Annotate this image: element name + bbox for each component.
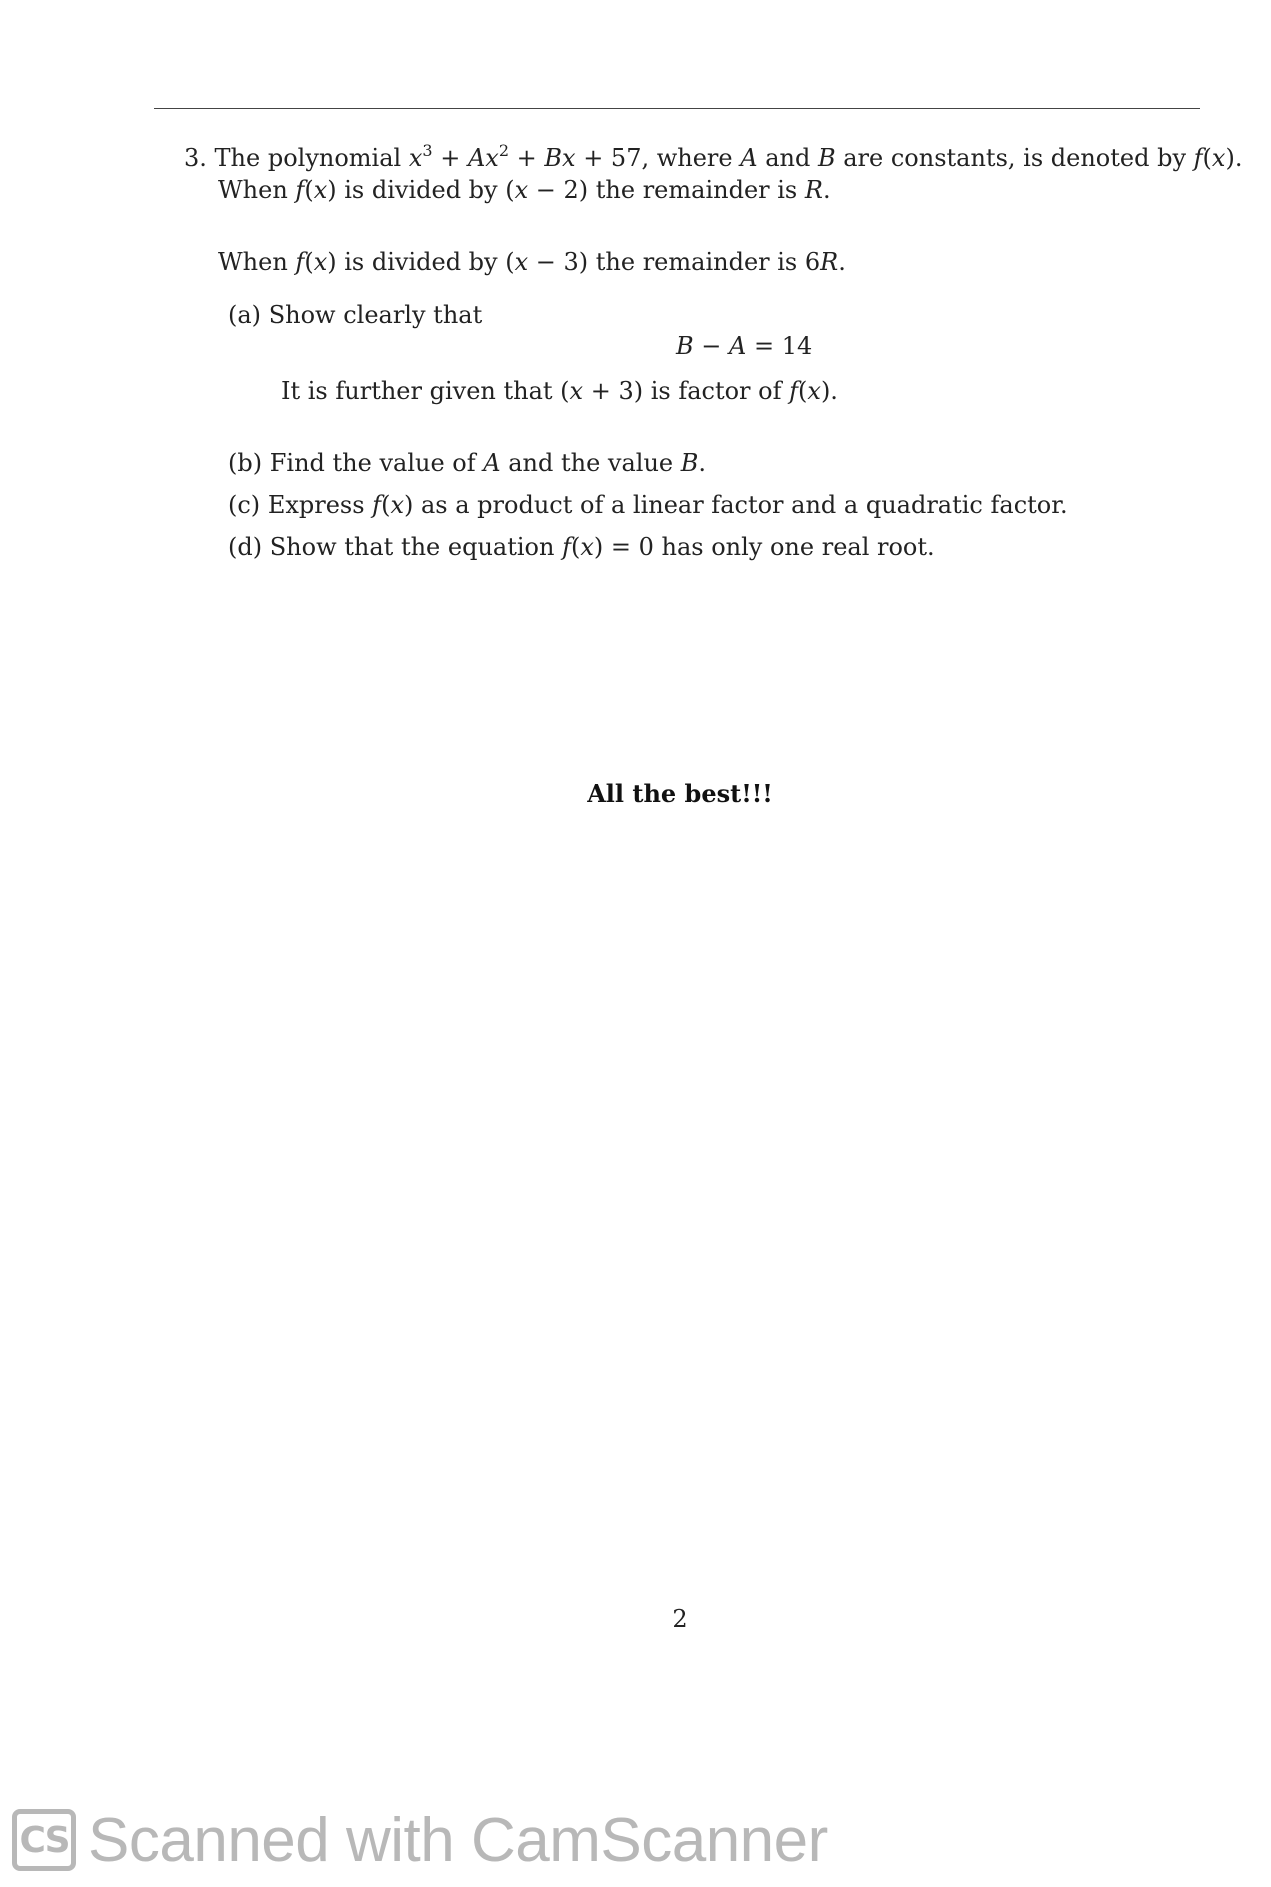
further-given-line: It is further given that (x + 3) is factor of f(x). <box>281 377 838 405</box>
camscanner-watermark <box>12 1802 828 1878</box>
part-b: (b) Find the value of A and the value B. <box>228 449 707 477</box>
part-d: (d) Show that the equation f(x) = 0 has only one real root. <box>228 533 935 561</box>
question-intro-line: 3. The polynomial $x^3 + Ax^2 + Bx + 57$, where A and B are constants, is denoted by f(x). <box>184 141 1243 172</box>
closing-message: All the best!!! <box>587 779 773 808</box>
remainder-line-2: When f(x) is divided by (x − 3) the remainder is 6R. <box>218 248 846 276</box>
part-d-label: (d) <box>228 533 263 561</box>
camscanner-logo-icon: CS <box>12 1809 76 1871</box>
page-number: 2 <box>672 1605 688 1633</box>
question-number: 3. <box>184 144 207 172</box>
part-c-label: (c) <box>228 491 261 519</box>
part-a-equation: B − A = 14 <box>676 332 813 360</box>
part-b-label: (b) <box>228 449 263 477</box>
part-a-label: (a) <box>228 301 262 329</box>
remainder-line-1: When f(x) is divided by (x − 2) the remainder is R. <box>218 176 831 204</box>
watermark-text: Scanned with CamScanner <box>88 1805 828 1875</box>
part-a-text: Show clearly that <box>268 301 483 329</box>
header-rule <box>154 108 1200 109</box>
part-c: (c) Express f(x) as a product of a linear factor and a quadratic factor. <box>228 491 1068 519</box>
part-a <box>228 300 482 330</box>
